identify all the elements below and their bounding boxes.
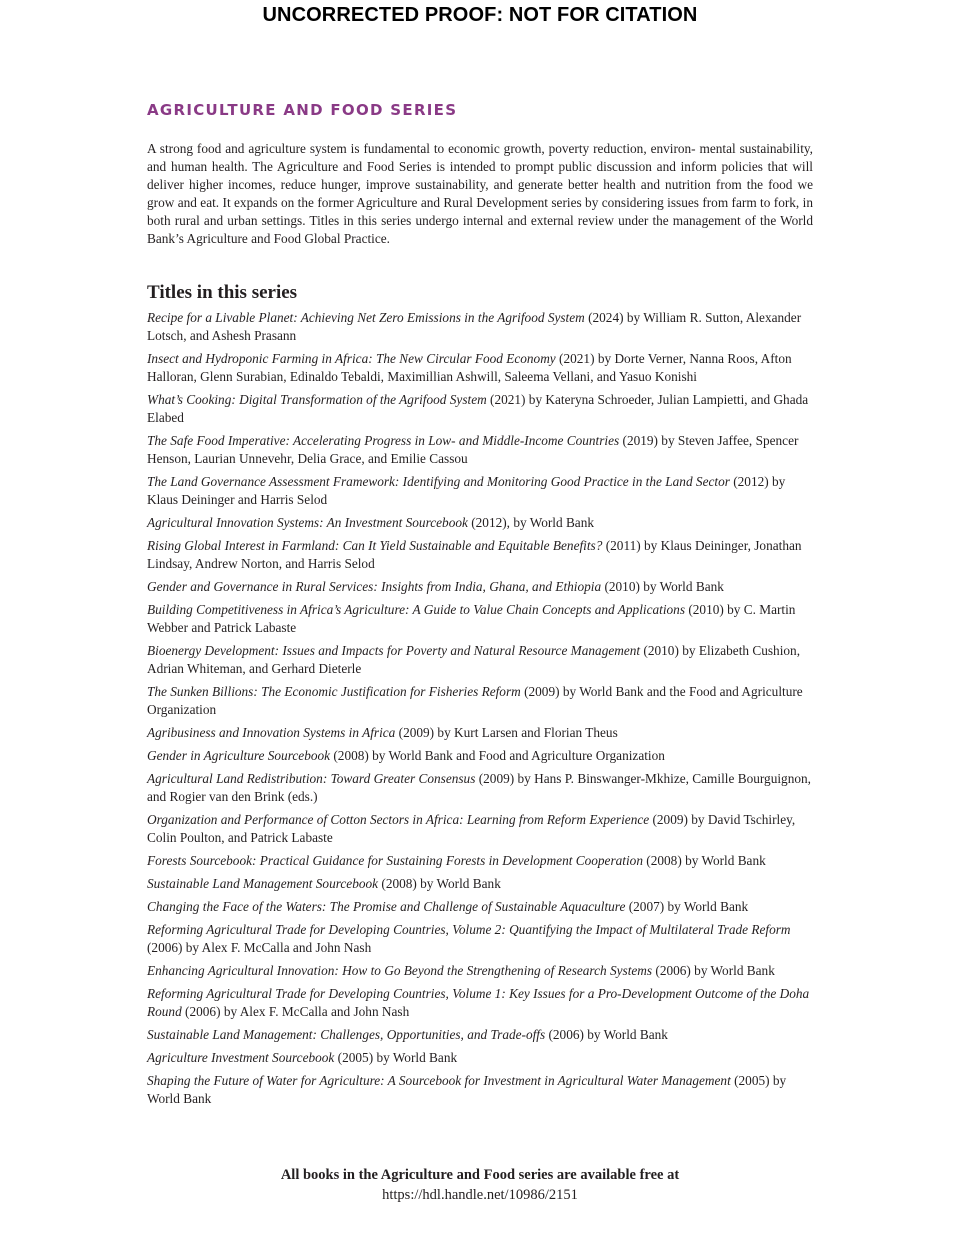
book-details: (2005) by World Bank — [147, 1073, 787, 1106]
book-title: Sustainable Land Management Sourcebook — [147, 876, 379, 891]
book-details: (2005) by World Bank — [334, 1050, 458, 1065]
book-details: (2008) by World Bank — [378, 876, 501, 891]
book-details: (2012), by World Bank — [467, 515, 595, 530]
book-details: (2006) by World Bank — [652, 963, 775, 978]
footer-url-link[interactable]: https://hdl.handle.net/10986/2151 — [382, 1187, 578, 1203]
title-entry — [147, 811, 813, 847]
book-details: (2007) by World Bank — [625, 899, 749, 914]
book-details: (2010) by C. Martin Webber and Patrick Labaste — [147, 602, 796, 635]
title-entry — [147, 875, 813, 893]
title-entry — [147, 391, 813, 427]
book-title: Forests Sourcebook: Practical Guidance for Sustaining Forests in Development Cooperation — [147, 853, 643, 868]
title-entry — [147, 473, 813, 509]
book-title: Organization and Performance of Cotton Sectors in Africa: Learning from Reform Experience — [147, 812, 650, 827]
title-entry — [147, 898, 813, 916]
proof-banner: UNCORRECTED PROOF: NOT FOR CITATION — [262, 4, 698, 26]
book-title: Agricultural Land Redistribution: Toward Greater Consensus — [147, 771, 476, 786]
book-title: Sustainable Land Management: Challenges, Opportunities, and Trade-offs — [147, 1027, 546, 1042]
series-heading: AGRICULTURE AND FOOD SERIES — [147, 101, 458, 119]
book-details: (2006) by Alex F. McCalla and John Nash — [181, 1004, 410, 1019]
title-entry — [147, 985, 813, 1021]
footer-availability: All books in the Agriculture and Food series are available free at — [280, 1167, 680, 1183]
book-details: (2010) by Elizabeth Cushion, Adrian Whiteman, and Gerhard Dieterle — [147, 643, 801, 676]
book-title: The Safe Food Imperative: Accelerating Progress in Low- and Middle-Income Countries — [147, 433, 620, 448]
book-details: (2021) by Kateryna Schroeder, Julian Lampietti, and Ghada Elabed — [147, 392, 809, 425]
book-details: (2009) by World Bank and the Food and Agriculture Organization — [147, 684, 803, 717]
title-entry — [147, 432, 813, 468]
title-entry — [147, 537, 813, 573]
book-details: (2006) by World Bank — [545, 1027, 668, 1042]
footer-note — [0, 1165, 960, 1205]
book-title: What’s Cooking: Digital Transformation of the Agrifood System — [147, 392, 487, 407]
title-entry — [147, 601, 813, 637]
title-entry — [147, 683, 813, 719]
title-entry — [147, 309, 813, 345]
book-title: Agriculture Investment Sourcebook — [147, 1050, 335, 1065]
title-entry — [147, 962, 813, 980]
book-details: (2024) by William R. Sutton, Alexander Lotsch, and Ashesh Prasann — [147, 310, 802, 343]
title-entry — [147, 852, 813, 870]
title-entry — [147, 747, 813, 765]
title-entry — [147, 1049, 813, 1067]
titles-heading: Titles in this series — [147, 282, 298, 303]
book-details: (2011) by Klaus Deininger, Jonathan Lindsay, Andrew Norton, and Harris Selod — [147, 538, 802, 571]
book-title: Bioenergy Development: Issues and Impacts for Poverty and Natural Resource Management — [147, 643, 641, 658]
book-title: Shaping the Future of Water for Agriculture: A Sourcebook for Investment in Agricultural Water Management — [147, 1073, 731, 1088]
book-details: (2009) by David Tschirley, Colin Poulton, and Patrick Labaste — [147, 812, 796, 845]
book-details: (2008) by World Bank and Food and Agriculture Organization — [330, 748, 665, 763]
title-entry — [147, 770, 813, 806]
title-entry — [147, 724, 813, 742]
title-entry — [147, 350, 813, 386]
book-title: Gender in Agriculture Sourcebook — [147, 748, 331, 763]
book-title: Reforming Agricultural Trade for Developing Countries, Volume 2: Quantifying the Impact of Multilateral Trade Reform — [147, 922, 791, 937]
book-title: The Land Governance Assessment Framework: Identifying and Monitoring Good Practice in the Land Sector — [147, 474, 730, 489]
titles-list — [147, 309, 813, 1108]
book-details: (2019) by Steven Jaffee, Spencer Henson, Laurian Unnevehr, Delia Grace, and Emilie Cassou — [147, 433, 799, 466]
book-details: (2012) by Klaus Deininger and Harris Selod — [147, 474, 786, 507]
title-entry — [147, 921, 813, 957]
book-title: Gender and Governance in Rural Services: Insights from India, Ghana, and Ethiopia — [147, 579, 602, 594]
book-details: (2006) by Alex F. McCalla and John Nash — [147, 940, 372, 955]
book-title: The Sunken Billions: The Economic Justification for Fisheries Reform — [147, 684, 521, 699]
book-title: Insect and Hydroponic Farming in Africa: The New Circular Food Economy — [147, 351, 556, 366]
book-title: Enhancing Agricultural Innovation: How to Go Beyond the Strengthening of Research Systems — [147, 963, 653, 978]
book-title: Recipe for a Livable Planet: Achieving Net Zero Emissions in the Agrifood System — [147, 310, 585, 325]
book-details: (2009) by Hans P. Binswanger-Mkhize, Camille Bourguignon, and Rogier van den Brink (eds.) — [147, 771, 811, 804]
book-title: Building Competitiveness in Africa’s Agriculture: A Guide to Value Chain Concepts and Applications — [147, 602, 686, 617]
book-details: (2009) by Kurt Larsen and Florian Theus — [395, 725, 618, 740]
book-title: Rising Global Interest in Farmland: Can It Yield Sustainable and Equitable Benefits? — [147, 538, 603, 553]
series-description: A strong food and agriculture system is fundamental to economic growth, poverty reduction, environ- mental sustainability, and human health. The Agriculture and Food Series is intended to prompt public discussion and inform policies that will deliver higher incomes, reduce hunger, improve sustainability, and generate better health and nutrition from the food we grow and eat. It expands on the former Agriculture and Rural Development series by considering issues from farm to fork, in both rural and urban settings. Titles in this series undergo internal and external review under the management of the World Bank’s Agriculture and Food Global Practice. — [147, 141, 813, 246]
book-title: Agribusiness and Innovation Systems in Africa — [147, 725, 396, 740]
book-details: (2008) by World Bank — [642, 853, 766, 868]
page-content — [147, 100, 813, 1124]
title-entry — [147, 1026, 813, 1044]
title-entry — [147, 578, 813, 596]
title-entry — [147, 514, 813, 532]
book-title: Changing the Face of the Waters: The Promise and Challenge of Sustainable Aquaculture — [147, 899, 626, 914]
title-entry — [147, 1072, 813, 1108]
book-title: Agricultural Innovation Systems: An Investment Sourcebook — [147, 515, 468, 530]
book-title: Reforming Agricultural Trade for Developing Countries, Volume 1: Key Issues for a Pro-Development Outcome of the Doha Round — [147, 986, 810, 1019]
book-details: (2010) by World Bank — [601, 579, 724, 594]
title-entry — [147, 642, 813, 678]
book-details: (2021) by Dorte Verner, Nanna Roos, Afton Halloran, Glenn Surabian, Edinaldo Tebaldi, Maximillian Ashwill, Saleema Vellani, and Yasuo Konishi — [147, 351, 792, 384]
